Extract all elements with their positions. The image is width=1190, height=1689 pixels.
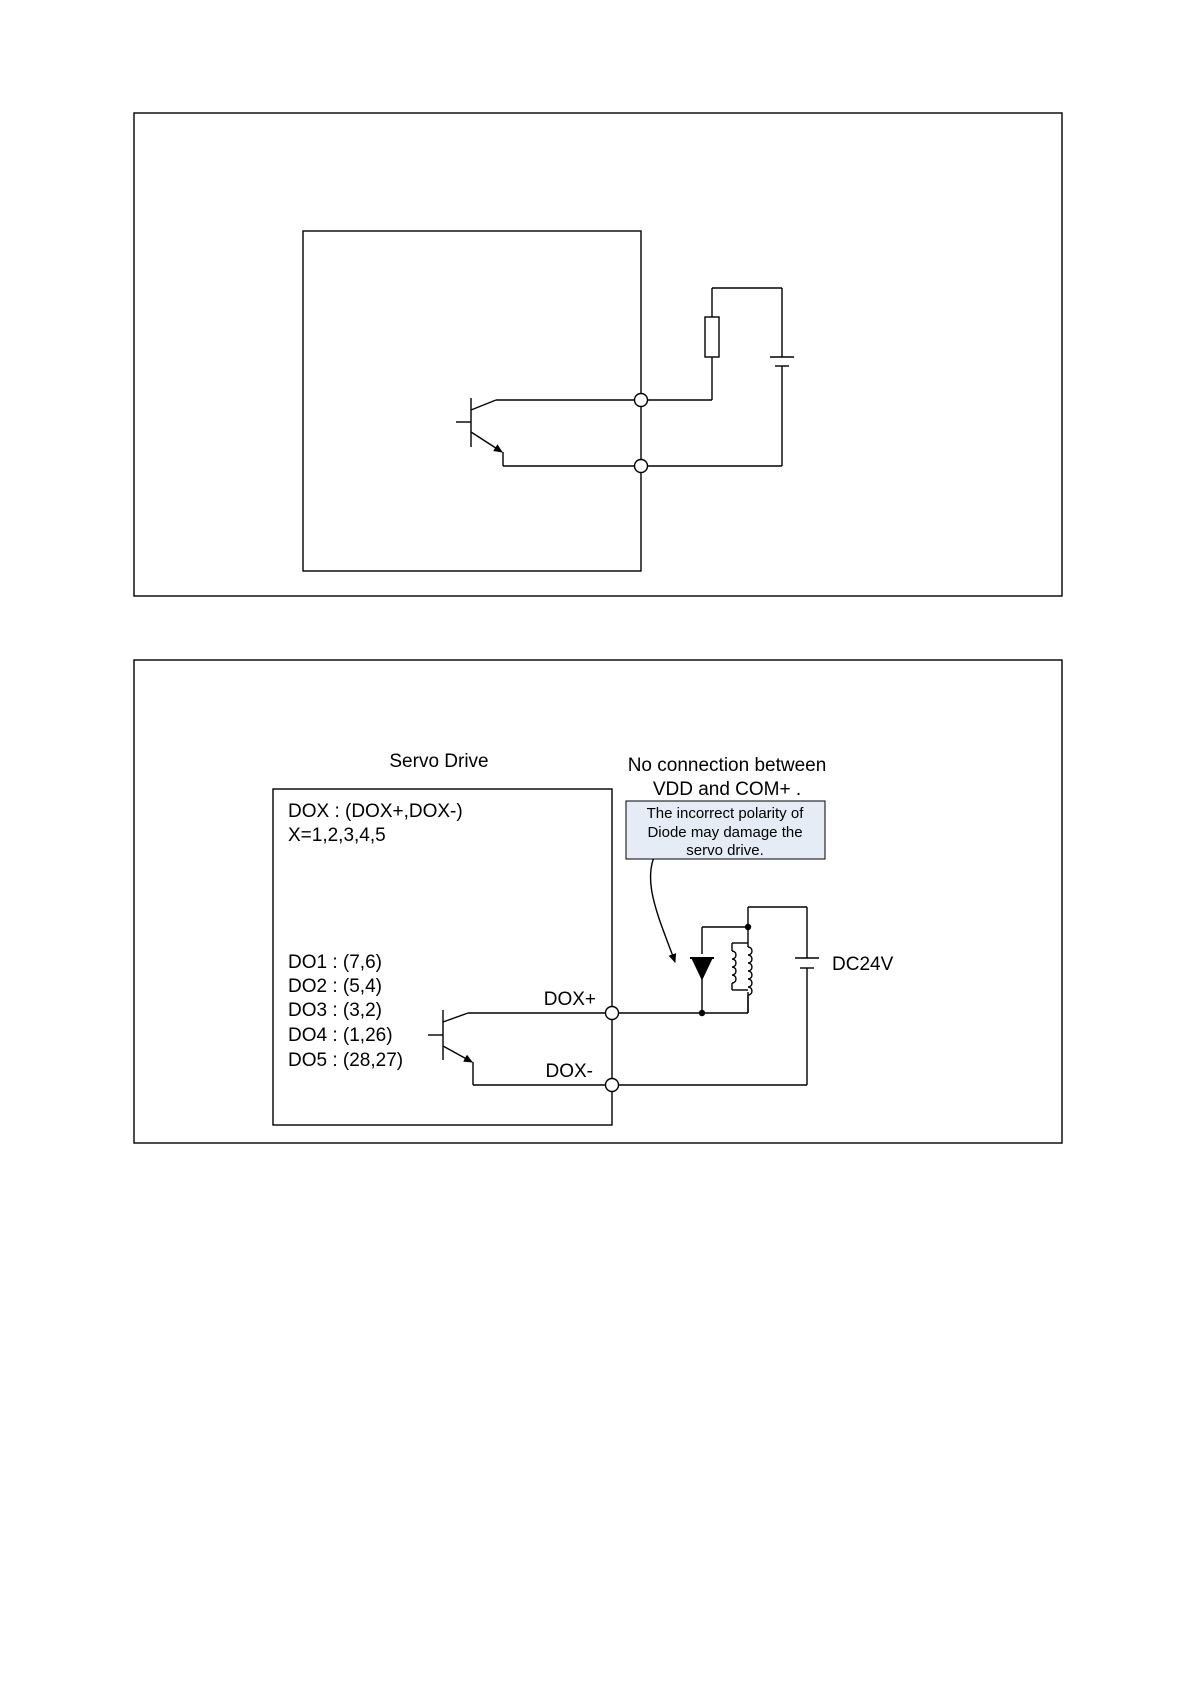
terminal-dox-minus: [606, 1079, 619, 1092]
warning-line2: Diode may damage the: [647, 824, 803, 841]
warning-line1: The incorrect polarity of: [646, 805, 804, 822]
supply-voltage-label: DC24V: [832, 954, 894, 975]
junction-dot: [699, 1010, 705, 1016]
pin-do5: DO5 : (28,27): [288, 1050, 404, 1071]
dox-index-range: X=1,2,3,4,5: [288, 825, 386, 846]
relay-coil-inner: [732, 951, 736, 983]
no-connection-note-line2: VDD and COM+ .: [652, 779, 802, 800]
diagram-bottom: [134, 660, 1062, 1143]
diagram-top-frame: [134, 113, 1062, 596]
terminal-plus-label: DOX+: [543, 989, 596, 1010]
transistor-top: [456, 398, 641, 466]
pin-do3: DO3 : (3,2): [288, 1000, 382, 1021]
pin-do1: DO1 : (7,6): [288, 952, 382, 973]
diagram-top: [134, 113, 1062, 596]
terminal-minus-top: [635, 460, 648, 473]
pin-do4: DO4 : (1,26): [288, 1025, 393, 1046]
junction-dot: [745, 924, 751, 930]
dox-definition: DOX : (DOX+,DOX-): [288, 801, 463, 822]
servo-drive-label: Servo Drive: [389, 751, 489, 772]
warning-pointer: [650, 851, 675, 962]
external-wiring-top: [647, 288, 794, 466]
external-wiring-bottom: [619, 907, 819, 1085]
flyback-diode: [690, 958, 714, 979]
relay-coil: [748, 947, 752, 995]
servo-drive-box: [303, 231, 641, 571]
terminal-dox-plus: [606, 1007, 619, 1020]
no-connection-note-line1: No connection between: [627, 755, 827, 776]
terminal-plus-top: [635, 394, 648, 407]
terminal-minus-label: DOX-: [545, 1061, 593, 1082]
warning-line3: servo drive.: [686, 842, 764, 859]
load-resistor: [705, 317, 719, 357]
pin-do2: DO2 : (5,4): [288, 976, 382, 997]
